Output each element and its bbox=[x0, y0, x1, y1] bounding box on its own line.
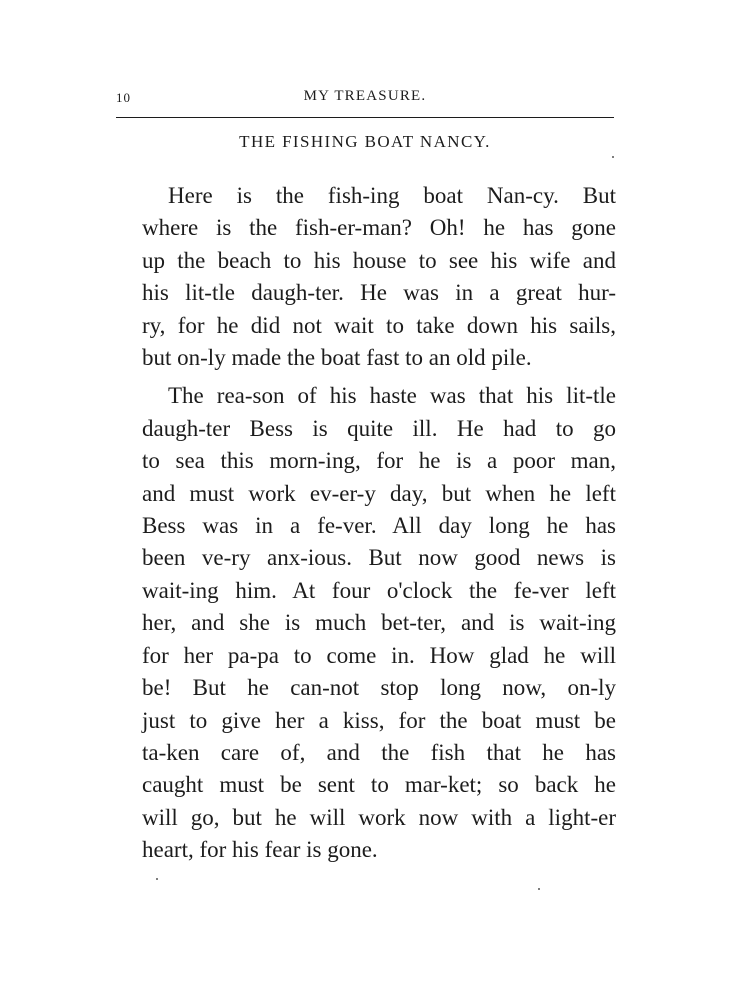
text-line: and must work ev-er-y day, but when he left bbox=[142, 480, 616, 506]
paragraph-2 bbox=[116, 380, 616, 866]
print-speck bbox=[612, 156, 614, 158]
paragraph-1 bbox=[116, 180, 616, 374]
running-title: MY TREASURE. bbox=[303, 88, 427, 104]
body-text bbox=[116, 180, 616, 867]
chapter-title: THE FISHING BOAT NANCY. bbox=[239, 132, 491, 151]
text-line: ta-ken care of, and the fish that he has bbox=[142, 739, 616, 765]
page-number: 10 bbox=[116, 90, 131, 105]
text-line: where is the fish-er-man? Oh! he has gone bbox=[142, 215, 616, 241]
text-line: The rea-son of his haste was that his lit-tle bbox=[168, 383, 616, 409]
text-line: Bess was in a fe-ver. All day long he has bbox=[142, 513, 616, 539]
text-line: be! But he can-not stop long now, on-ly bbox=[142, 675, 616, 701]
print-speck bbox=[538, 888, 540, 890]
text-line: caught must be sent to mar-ket; so back he bbox=[142, 772, 616, 798]
text-line: but on-ly made the boat fast to an old pile. bbox=[142, 345, 532, 371]
text-line: been ve-ry anx-ious. But now good news is bbox=[142, 545, 616, 571]
text-line: for her pa-pa to come in. How glad he will bbox=[142, 642, 616, 668]
text-line: her, and she is much bet-ter, and is wait-ing bbox=[142, 610, 616, 636]
text-line: up the beach to his house to see his wife and bbox=[142, 247, 616, 273]
text-line: heart, for his fear is gone. bbox=[142, 837, 378, 863]
running-head bbox=[116, 88, 614, 110]
text-line: daugh-ter Bess is quite ill. He had to go bbox=[142, 415, 616, 441]
text-line: just to give her a kiss, for the boat must be bbox=[142, 707, 616, 733]
text-line: wait-ing him. At four o'clock the fe-ver left bbox=[142, 577, 616, 603]
header-rule bbox=[116, 117, 614, 118]
text-line: to sea this morn-ing, for he is a poor man, bbox=[142, 448, 616, 474]
print-speck bbox=[156, 878, 158, 880]
text-line: ry, for he did not wait to take down his sails, bbox=[142, 312, 616, 338]
text-line: will go, but he will work now with a light-er bbox=[142, 804, 616, 830]
text-line: Here is the fish-ing boat Nan-cy. But bbox=[168, 183, 616, 208]
text-line: his lit-tle daugh-ter. He was in a great hur- bbox=[142, 280, 616, 306]
